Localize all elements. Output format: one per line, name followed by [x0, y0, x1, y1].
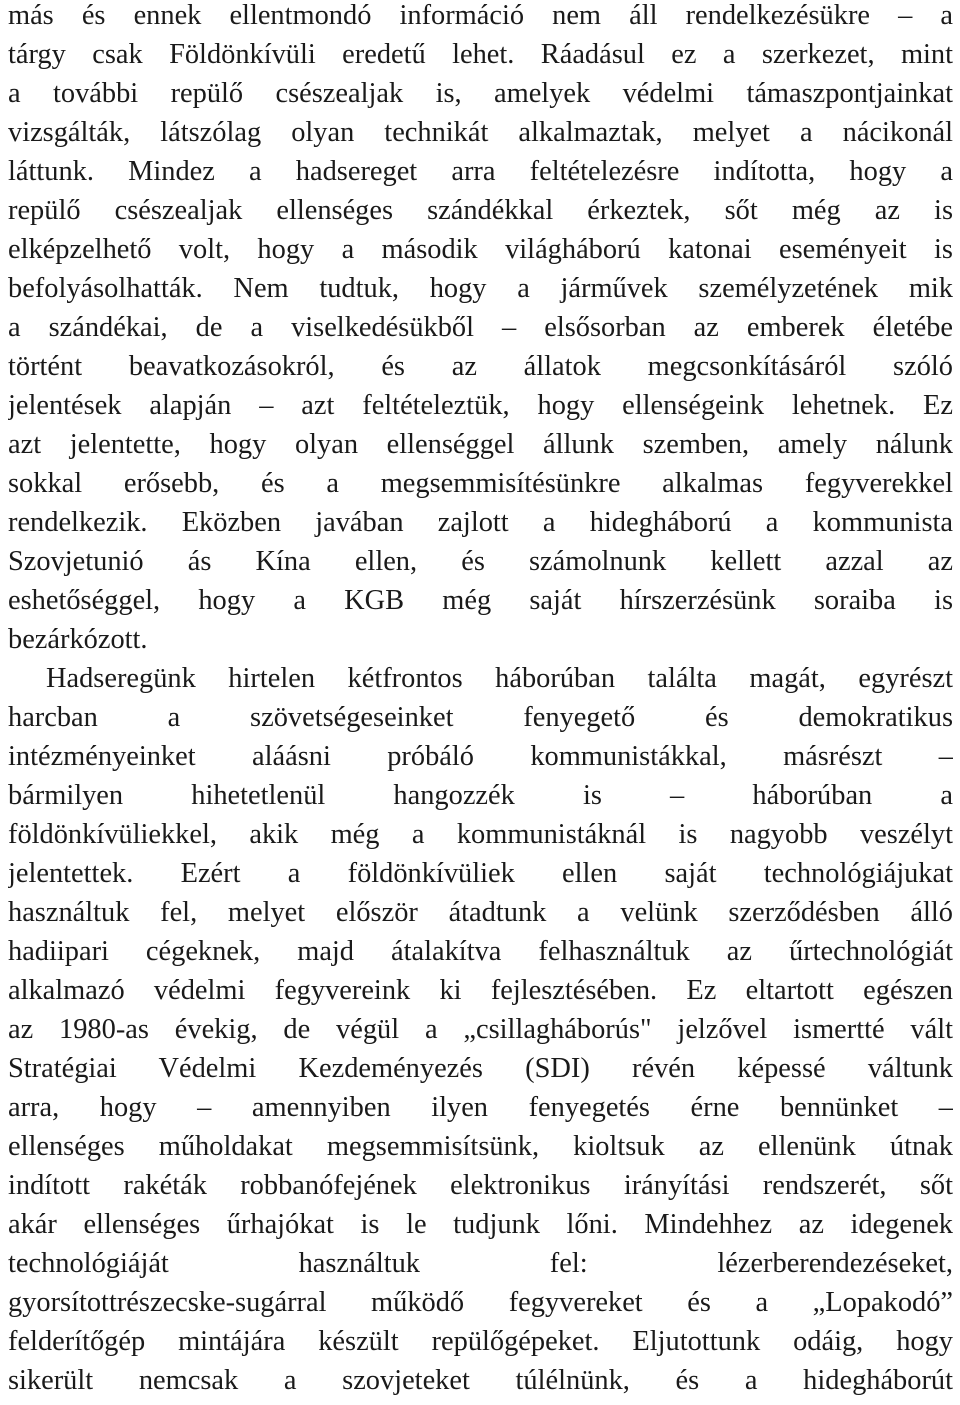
text-line: Stratégiai Védelmi Kezdeményezés (SDI) révén képessé váltunk [8, 1053, 953, 1084]
text-line: befolyásolhatták. Nem tudtuk, hogy a járművek személyzetének mik [8, 273, 953, 304]
text-line: intézményeinket aláásni próbáló kommunistákkal, másrészt – [8, 741, 953, 772]
paragraph [8, 0, 953, 659]
text-line: használtuk fel, melyet először átadtunk a velünk szerződésben álló [8, 897, 953, 928]
text-line: földönkívüliekkel, akik még a kommunistáknál is nagyobb veszélyt [8, 819, 953, 850]
text-line: sokkal erősebb, és a megsemmisítésünkre alkalmas fegyverekkel [8, 468, 953, 499]
text-line: gyorsítottrészecske-sugárral működő fegyvereket és a „Lopakodó” [8, 1287, 953, 1318]
text-line: technológiáját használtuk fel: lézerberendezéseket, [8, 1248, 953, 1279]
text-line: arra, hogy – amennyiben ilyen fenyegetés érne bennünket – [8, 1092, 953, 1123]
text-line: a szándékai, de a viselkedésükből – elsősorban az emberek életébe [8, 312, 953, 343]
text-line: bezárkózott. [8, 624, 148, 655]
text-line: repülő csészealjak ellenséges szándékkal érkeztek, sőt még az is [8, 195, 953, 226]
text-line: felderítőgép mintájára készült repülőgépeket. Eljutottunk odáig, hogy [8, 1326, 953, 1357]
text-line: akár ellenséges űrhajókat is le tudjunk lőni. Mindehhez az idegenek [8, 1209, 953, 1240]
text-line: indított rakéták robbanófejének elektronikus irányítási rendszerét, sőt [8, 1170, 953, 1201]
text-line: ellenséges műholdakat megsemmisítsünk, kioltsuk az ellenünk útnak [8, 1131, 953, 1162]
text-line: vizsgálták, látszólag olyan technikát alkalmaztak, melyet a nácikonál [8, 117, 953, 148]
text-line: Hadseregünk hirtelen kétfrontos háborúban találta magát, egyrészt [46, 663, 953, 694]
text-line: az 1980-as évekig, de végül a „csillagháborús" jelzővel ismertté vált [8, 1014, 953, 1045]
text-line: jelentettek. Ezért a földönkívüliek ellen saját technológiájukat [8, 858, 953, 889]
text-line: bármilyen hihetetlenül hangozzék is – háborúban a [8, 780, 953, 811]
text-line: más és ennek ellentmondó információ nem áll rendelkezésükre – a [8, 0, 953, 31]
text-line: alkalmazó védelmi fegyvereink ki fejlesztésében. Ez eltartott egészen [8, 975, 953, 1006]
text-line: jelentések alapján – azt feltételeztük, hogy ellenségeink lehetnek. Ez [8, 390, 953, 421]
text-line: tárgy csak Földönkívüli eredetű lehet. Ráadásul ez a szerkezet, mint [8, 39, 953, 70]
text-line: elképzelhető volt, hogy a második világháború katonai eseményeit is [8, 234, 953, 265]
paragraph [8, 659, 953, 1400]
text-line: történt beavatkozásokról, és az állatok megcsonkításáról szóló [8, 351, 953, 382]
text-line: rendelkezik. Eközben javában zajlott a hidegháború a kommunista [8, 507, 953, 538]
text-line: eshetőséggel, hogy a KGB még saját hírszerzésünk soraiba is [8, 585, 953, 616]
text-line: Szovjetunió ás Kína ellen, és számolnunk kellett azzal az [8, 546, 953, 577]
text-line: a további repülő csészealjak is, amelyek védelmi támaszpontjainkat [8, 78, 953, 109]
text-line: harcban a szövetségeseinket fenyegető és demokratikus [8, 702, 953, 733]
text-line: sikerült nemcsak a szovjeteket túlélnünk, és a hidegháborút [8, 1365, 953, 1396]
text-line: láttunk. Mindez a hadsereget arra feltételezésre indította, hogy a [8, 156, 953, 187]
body-text [8, 0, 953, 1400]
text-line: azt jelentette, hogy olyan ellenséggel állunk szemben, amely nálunk [8, 429, 953, 460]
text-line: hadiipari cégeknek, majd átalakítva felhasználtuk az űrtechnológiát [8, 936, 953, 967]
